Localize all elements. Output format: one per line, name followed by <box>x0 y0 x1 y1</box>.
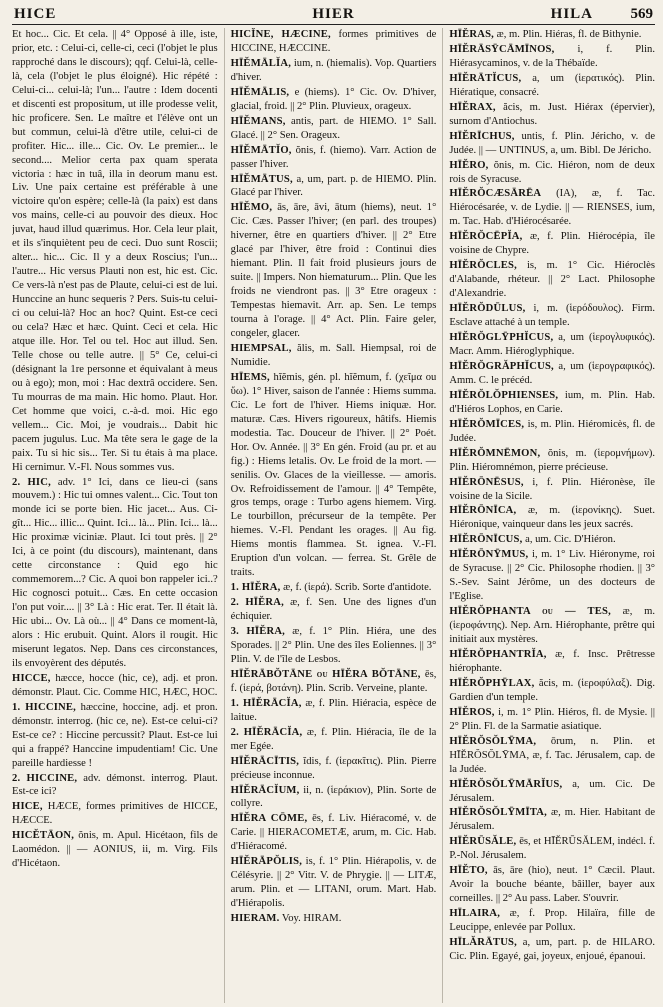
entry-definition: ŏnis, m. Cic. Hiéron, nom de deux rois de Syracuse. <box>449 159 655 185</box>
dictionary-entry <box>449 864 655 906</box>
entry-headword: HĪĔMĀTUS, <box>230 173 293 185</box>
dictionary-entry <box>231 173 437 201</box>
dictionary-entry <box>12 28 218 475</box>
entry-definition: ēs, et HĪĔRŪSĂLEM, indécl. f. P.-Nol. Jérusalem. <box>449 836 655 862</box>
dictionary-entry <box>231 596 437 624</box>
entry-headword: HĪĔMANS, <box>230 115 286 127</box>
entry-headword: HĪĔRĀPŎLIS, <box>230 856 303 868</box>
entry-definition: a, um (ἱερογραφικός). Amm. C. le précéd. <box>449 360 655 386</box>
entry-definition: hĭĕmis, gén. pl. hĭĕmum, f. (χεῖμα ou ὕω). 1° Hiver, saison de l'année : Hiems summa. Cic. Le fort de l'hiver. Hiems iniquæ. Hor. maturæ. Cæs. Hivers rigoureux, hâtifs. Hiemis modestia. Tac. Douceur de l'hiver. || 2° Poét. Hor. Ov. Année. || 3° En gén. Froid (au pr. et au fig.) : Hiems letalis. Ov. Le froid de la mort. — senilis. Ov. Glaces de la vieillesse. — amoris. Ov. Refroidissement de l'amour. || 4° Tempête, gros temps, orage : Turbo agens hiemem. Virg. Le tourbillon, précurseur de la tempête. Per hiemes. V.-Fl. Pendant les orages. || Au fig. Hiems montis flammea. St. ignea. V.-Fl. Eruption d'un volcan. — ferrea. St. Grêle de traits. <box>230 371 437 579</box>
dictionary-entry <box>449 677 655 705</box>
entry-definition: a, um. Cic. D'Hiéron. <box>525 534 616 546</box>
entry-definition: antis, part. de HIEMO. 1° Sall. Glacé. || 2° Sen. Orageux. <box>230 115 437 141</box>
entry-definition: untis, f. Plin. Jéricho, v. de Judée. || — UNTINUS, a, um. Bibl. De Jéricho. <box>449 130 655 156</box>
entry-definition: adv. 1° Ici, dans ce lieu-ci (sans mouvem.) : Hic tui omnes valent... Cic. Tout ton monde ici se porte bien. Hic jacet... Aus. Ci-gît... Hic... illic... Quint. Ici... là... Plin. Ici... là... Hic proximæ viciniæ. Plaut. Ici tout près. || 2° Ici, à ce point (du discours), maintenant, dans cette circonstance : Quid ego hic commemorem...? Cic. A quoi bon rappeler ici..? Hic cognosci potuit... Cæs. En cette occasion l'on put voir.... || 3° Là : Hic erat. Ter. Il était là. Hic ubi... Ov. Là où... || 4° Dans ce moment-là, alors : Hic erubuit. Quint. Alors il rougit. Hic miserunt legatos. Nep. Dans ces circonstances, ils envoyèrent des députés. <box>12 476 218 669</box>
entry-headword: HĪĔRŌNĪCUS, <box>449 534 523 546</box>
entry-definition: i, m. 1° Plin. Hiéros, fl. de Mysie. || 2° Plin. Fl. de la Sarmatie asiatique. <box>449 706 655 732</box>
entry-definition: hæccine, hoccine, adj. et pron. démonstr. interrog. (hic ce, ne). Est-ce celui-ci? Est-ce ce? : Hiccine percussit? Plaut. Est-ce lui qui a frappé? Hanccine impudentiam! Cic. Une pareille hardiesse ! <box>12 701 218 769</box>
entry-headword: HĪĔRAS, <box>449 29 495 40</box>
entry-headword: HĪĔRĪCHUS, <box>449 130 515 142</box>
column-middle <box>224 28 437 1003</box>
dictionary-entry <box>449 130 655 158</box>
dictionary-entry <box>449 778 655 806</box>
dictionary-entry <box>12 829 218 871</box>
entry-headword: HICE, <box>12 801 43 813</box>
dictionary-entry <box>449 259 655 301</box>
entry-headword: HĪĔRŎMNĒMON, <box>449 447 541 459</box>
columns <box>12 28 655 1003</box>
entry-definition: ăcis, m. (ἱεροφύλαξ). Dig. Gardien d'un temple. <box>449 677 655 703</box>
entry-headword: HĪĔRŎGRĂPHĬCUS, <box>449 360 554 372</box>
entry-definition: æ, f. Plin. Hiéracia, île de la mer Egée. <box>230 726 437 752</box>
dictionary-entry <box>449 360 655 388</box>
entry-headword: HĪĔRO, <box>449 159 489 171</box>
entry-definition: ās, āre, āvi, ātum (hiems), neut. 1° Cic. Cæs. Passer l'hiver; (en parl. des troupes) hiverner, être en quartiers d'hiver. || 2° Etre glacé par l'hiver, être froid : Continui dies hiemant. Plin. Il fait froid plusieurs jours de suite. || Impers. Non hiematurum... Plin. Que les froids ne viendront pas. || 3° Etre orageux : Tempestas hiemavit. Arr. ap. Sen. Le temps tourna à l'orage. || 4° Act. Plin. Faire geler, congeler, glacer. <box>230 202 437 340</box>
entry-definition: is, f. 1° Plin. Hiérapolis, v. de Célésyrie. || 2° Vitr. V. de Phrygie. || — LITÆ, arum. Plin. et — LITANI, orum. Mart. Hab. d'Hiérapolis. <box>230 856 437 910</box>
entry-definition: æ, m. Plin. Hiéras, fl. de Bithynie. <box>496 29 642 40</box>
entry-headword: HĪĔRĀCĬUM, <box>230 784 300 796</box>
entry-headword: HĪĔRAX, <box>449 101 496 113</box>
dictionary-entry <box>449 331 655 359</box>
entry-definition: ii, n. (ἱεράκιον), Plin. Sorte de collyre. <box>230 784 437 810</box>
entry-headword: HĪĔRŌNȲMUS, <box>449 549 529 561</box>
column-right <box>442 28 655 1003</box>
entry-headword: HĪĔROS, <box>449 706 495 718</box>
dictionary-entry <box>449 159 655 187</box>
dictionary-entry <box>449 101 655 129</box>
entry-headword: HĪĔRŎCĒPĬA, <box>449 231 523 243</box>
entry-headword: HICĔTĀON, <box>12 830 75 842</box>
dictionary-entry <box>231 144 437 172</box>
entry-headword: HIERAM. <box>230 913 280 925</box>
entry-definition: a, um (ἱερογλυφικός). Macr. Amm. Hiéroglyphique. <box>449 332 655 357</box>
column-left <box>12 28 218 1003</box>
entry-definition: is, m. Plin. Hiéromicès, fl. de Judée. <box>449 418 655 444</box>
entry-headword: 1. HĪĔRĀCĬA, <box>230 697 302 709</box>
entry-headword: HIEMPSAL, <box>230 342 292 354</box>
entry-definition: a, um, part. p. de HILARO. Cic. Plin. Egayé, gai, joyeux, enjoué, épanoui. <box>449 937 655 962</box>
entry-definition: HÆCE, formes primitives de HICCE, HÆCCE. <box>12 801 218 827</box>
dictionary-entry <box>231 625 437 667</box>
entry-definition: æ, m. (ἱερονίκης). Suet. Hiéronique, vainqueur dans les jeux sacrés. <box>449 505 655 531</box>
entry-headword: HĪĔRŎPHANTA ou — TES, <box>449 606 611 618</box>
entry-headword: HĪĔMĀLĬA, <box>230 57 292 69</box>
dictionary-entry <box>231 755 437 783</box>
entry-definition: (IA), æ, f. Tac. Hiérocésarée, v. de Lydie. || — RIENSES, ium, m. Tac. Hab. d'Hiérocésarée. <box>449 188 655 228</box>
dictionary-entry <box>231 86 437 114</box>
entry-headword: HĪĔRĀBŎTĀNE ou HĪĔRA BŎTĀNE, <box>230 668 421 680</box>
entry-definition: ăcis, m. Just. Hiérax (épervier), surnom d'Antiochus. <box>449 101 655 127</box>
dictionary-entry <box>449 533 655 547</box>
entry-headword: HĪĔRŎPHȲLAX, <box>449 677 535 689</box>
entry-definition: e (hiems). 1° Cic. Ov. D'hiver, glacial, froid. || 2° Plin. Pluvieux, orageux. <box>230 86 437 112</box>
entry-headword: HĪEMS, <box>230 371 270 383</box>
dictionary-entry <box>449 835 655 863</box>
dictionary-entry <box>231 812 437 854</box>
entry-headword: HĪĔRĀSȲCĀMĪNOS, <box>449 43 555 55</box>
entry-definition: formes primitives de HICCINE, HÆCCINE. <box>230 29 437 54</box>
entry-headword: 2. HĪĔRĀCĬA, <box>230 726 303 738</box>
entry-headword: HĪĔRA CŌME, <box>230 813 308 825</box>
header-center-guideword: HIER <box>312 6 355 22</box>
dictionary-entry <box>449 548 655 604</box>
page-number: 569 <box>630 6 653 22</box>
entry-headword: HICĬNE, HÆCINE, <box>230 29 331 40</box>
entry-headword: 1. HĪĔRA, <box>230 582 281 594</box>
dictionary-entry <box>12 772 218 800</box>
dictionary-entry <box>231 342 437 370</box>
dictionary-entry <box>231 668 437 696</box>
entry-headword: HĪĔRĀCĪTIS, <box>230 755 300 767</box>
dictionary-entry <box>231 371 437 580</box>
dictionary-entry <box>231 115 437 143</box>
entry-definition: a, um (ἱερατικός). Plin. Hiératique, consacré. <box>449 72 655 98</box>
dictionary-entry <box>449 907 655 935</box>
entry-definition: a, um. Cic. De Jérusalem. <box>449 778 655 804</box>
entry-headword: 2. HICCINE, <box>12 772 78 784</box>
dictionary-entry <box>231 201 437 341</box>
dictionary-entry <box>449 418 655 446</box>
entry-definition: ōrum, n. Plin. et HĪĔRŎSŎLȲMA, æ, f. Tac. Jérusalem, cap. de la Judée. <box>449 735 655 775</box>
entry-definition: ălis, m. Sall. Hiempsal, roi de Numidie. <box>230 342 437 368</box>
dictionary-entry <box>231 697 437 725</box>
dictionary-entry <box>449 706 655 734</box>
entry-headword: HĪĔMO, <box>230 202 273 214</box>
entry-definition: æ, f. Prop. Hilaïra, fille de Leucippe, enlevée par Pollux. <box>449 908 655 934</box>
entry-definition: æ, f. Insc. Prêtresse hiérophante. <box>449 648 655 674</box>
entry-definition: i, m. 1° Liv. Hiéronyme, roi de Syracuse. || 2° Cic. Philosophe rhodien. || 3° S.-Sev. Saint Jérôme, un des docteurs de l'Eglise. <box>449 549 655 603</box>
entry-definition: ium, m. Plin. Hab. d'Hiéros Lophos, en Carie. <box>449 389 655 415</box>
entry-definition: i, m. (ἱερόδουλος). Firm. Esclave attaché à un temple. <box>449 303 655 329</box>
entry-definition: ŏnis, m. (ἱερομνήμων). Plin. Hiéromnémon, pierre précieuse. <box>449 447 655 473</box>
dictionary-entry <box>12 476 218 671</box>
entry-definition: æ, m. Hier. Habitant de Jérusalem. <box>449 807 655 833</box>
dictionary-entry <box>449 302 655 330</box>
entry-headword: HĪĔMĀTĬO, <box>230 144 292 156</box>
entry-definition: adv. démonst. interrog. Plaut. Est-ce ici? <box>12 772 218 798</box>
entry-headword: HĪĔRĀTĬCUS, <box>449 72 522 84</box>
dictionary-entry <box>12 701 218 771</box>
entry-definition: ĭdis, f. (ἱερακῖτις). Plin. Pierre précieuse inconnue. <box>230 755 437 781</box>
dictionary-entry <box>449 28 655 42</box>
dictionary-entry <box>449 389 655 417</box>
dictionary-entry <box>449 735 655 777</box>
entry-definition: i, f. Plin. Hiéronèse, île voisine de la Sicile. <box>449 476 655 502</box>
entry-definition: æ, f. Plin. Hiéracia, espèce de laitue. <box>230 697 437 723</box>
entry-definition: æ, f. 1° Plin. Hiéra, une des Sporades. || 2° Plin. Une des îles Eoliennes. || 3° Plin. V. de l'île de Lesbos. <box>230 626 437 665</box>
dictionary-entry <box>449 187 655 229</box>
entry-headword: 1. HICCINE, <box>12 701 76 713</box>
header-right-guideword: HILA <box>550 6 593 22</box>
entry-headword: HĪĔRŎDŪLUS, <box>449 303 526 315</box>
entry-definition: ās, āre (hio), neut. 1° Cæcil. Plaut. Avoir la bouche béante, bâiller, bayer aux corneilles. || 2° Au pass. Laber. S'ouvrir. <box>449 865 655 905</box>
entry-definition: ŏnis, f. (hiemo). Varr. Action de passer l'hiver. <box>230 144 437 170</box>
dictionary-entry <box>449 605 655 647</box>
dictionary-entry <box>449 648 655 676</box>
entry-headword: HĪĔRŪSĂLE, <box>449 836 517 848</box>
dictionary-entry <box>449 476 655 504</box>
entry-headword: HĪĔRŎCLES, <box>449 260 517 272</box>
dictionary-entry <box>231 28 437 56</box>
entry-headword: HĪĔRŎSŎLȲMĪTA, <box>449 807 548 819</box>
entry-headword: 3. HĪĔRA, <box>230 626 286 638</box>
header-left-guideword: HICE <box>14 6 57 22</box>
entry-definition: hæcce, hocce (hic, ce), adj. et pron. démonstr. Plaut. Cic. Comme HIC, HÆC, HOC. <box>12 672 218 698</box>
dictionary-entry <box>449 43 655 71</box>
dictionary-entry <box>449 72 655 100</box>
dictionary-entry <box>449 230 655 258</box>
entry-headword: HĪĔMĀLIS, <box>230 86 290 98</box>
dictionary-entry <box>231 581 437 595</box>
entry-definition: ŏnis, m. Apul. Hicétaon, fils de Laomédon. || — AONIUS, ii, m. Virg. Fils d'Hicétaon. <box>12 830 218 870</box>
dictionary-entry <box>449 504 655 532</box>
entry-headword: HĪĔRŎMĪCES, <box>449 418 525 430</box>
dictionary-entry <box>231 855 437 911</box>
entry-definition: Et hoc... Cic. Et cela. || 4° Opposé à ille, iste, prior, etc. : Celui-ci, celle-ci, ceci (l'objet le plus rapproché dans le discours); qqf. Celui-là, celle-là, cela (l'objet le plus éloigné). Hic répété : Celui-ci... celui-là; l'un... l'autre : Idem docenti et discenti est propositum, ut ille prodesse velit, hic proficere. Sen. Le maître et l'élève ont un but commun, celui-là d'être utile, celui-ci de profiter. Hic... ille... Cic. Ov. Le premier... le second.... Melior certa pax quam sperata victoria : hæc in tuâ, illa in deorum manu est. Liv. Une paix certaine est préférable à une victoire qu'on espère; celle-là (la paix) est dans vos mains, celle-ci au pouvoir des dieux. Hoc juvat, haud illud quærimus. Hor. Cela leur plait, et ils s'inquiètent peu de ceci. Duo sunt Roscii; alter... hic... Cic. Il y a deux Roscius; l'un... l'autre... Hic versus Plauti non est, hic est. Cic. Ce vers-là n'est pas de Plaute, celui-ci est de lui. Hunccine an hunc sequeris ? Pers. Suis-tu celui-ci ou celui-là? Hoc an hoc? Quint. Est-ce ceci ou cela? Hæc et hæc. Quint. Ceci et cela. Hic atque ille. Hor. Tel ou tel. Hoc aut illud. Sen. Telle chose ou telle autre. || 5° Ce, celui-ci (désignant la 1re personne et équivalant à meus ou à ego); mon, moi : Hac dextrâ occidere. Sen. Tu mourras de ma main. Hic homo. Plaut. Hor. Cet homme que voici, c.-à-d. moi. Hic ego vellem... Cic. Moi, je voudrais... Dabit hic pacem jugulus. Luc. Ma tête sera le gage de la paix. Tu si hic sis... Ter. Si tu étais à ma place. Hi cernimur. V.-Fl. Nous sommes vus. <box>12 29 218 473</box>
entry-definition: ēs, f. Liv. Hiéracomé, v. de Carie. || HIERACOMETÆ, arum, m. Cic. Hab. d'Hiéracomé. <box>230 813 437 853</box>
entry-headword: HĪLAIRA, <box>449 908 501 920</box>
entry-definition: Voy. HIRAM. <box>281 913 342 925</box>
dictionary-entry <box>231 57 437 85</box>
entry-definition: æ, m. (ἱεροφάντης). Nep. Arn. Hiérophante, prêtre qui initiait aux mystères. <box>449 606 655 646</box>
entry-definition: ium, n. (hiemalis). Vop. Quartiers d'hiver. <box>230 57 437 83</box>
entry-headword: HĪĔRŎPHANTRĬA, <box>449 648 547 660</box>
dictionary-entry <box>231 784 437 812</box>
dictionary-entry <box>449 936 655 964</box>
entry-headword: HICCE, <box>12 672 51 684</box>
entry-definition: a, um, part. p. de HIEMO. Plin. Glacé par l'hiver. <box>230 173 437 199</box>
dictionary-entry <box>231 726 437 754</box>
entry-headword: HĪĔRŎGLȲPHĬCUS, <box>449 332 554 344</box>
dictionary-entry <box>12 672 218 700</box>
entry-headword: HĪĔRŎSŎLȲMĀRĬUS, <box>449 778 563 790</box>
entry-headword: HĪLĂRĀTUS, <box>449 937 517 949</box>
entry-headword: HĪĔRŎSŎLȲMA, <box>449 735 537 747</box>
dictionary-entry <box>449 806 655 834</box>
entry-headword: 2. HĪĔRA, <box>230 597 284 609</box>
entry-headword: HĪĔRŎLŎPHIENSES, <box>449 389 559 401</box>
entry-definition: is, m. 1° Cic. Hiéroclès d'Alabande, rhéteur. || 2° Lact. Philosophe d'Alexandrie. <box>449 260 655 300</box>
entry-definition: æ, f. Sen. Une des lignes d'un échiquier. <box>230 597 437 623</box>
entry-headword: HĪĔTO, <box>449 865 488 877</box>
dictionary-entry <box>449 447 655 475</box>
entry-headword: 2. HIC, <box>12 476 51 488</box>
entry-headword: HĪĔRŎCÆSĀRĒA <box>449 188 542 200</box>
entry-definition: ēs, f. (ἱερά, βοτάνη). Plin. Scrib. Verveine, plante. <box>230 668 437 694</box>
running-header <box>12 4 655 25</box>
entry-definition: i, f. Plin. Hiérasycaminos, v. de la Thébaïde. <box>449 43 655 69</box>
dictionary-entry <box>231 912 437 926</box>
entry-definition: æ, f. Plin. Hiérocépia, île voisine de Chypre. <box>449 231 655 257</box>
entry-headword: HĪĔRŌNĪCA, <box>449 505 517 517</box>
dictionary-entry <box>12 800 218 828</box>
entry-definition: æ, f. (ἱερά). Scrib. Sorte d'antidote. <box>283 582 432 594</box>
entry-headword: HĪĔRŌNĒSUS, <box>449 476 524 488</box>
